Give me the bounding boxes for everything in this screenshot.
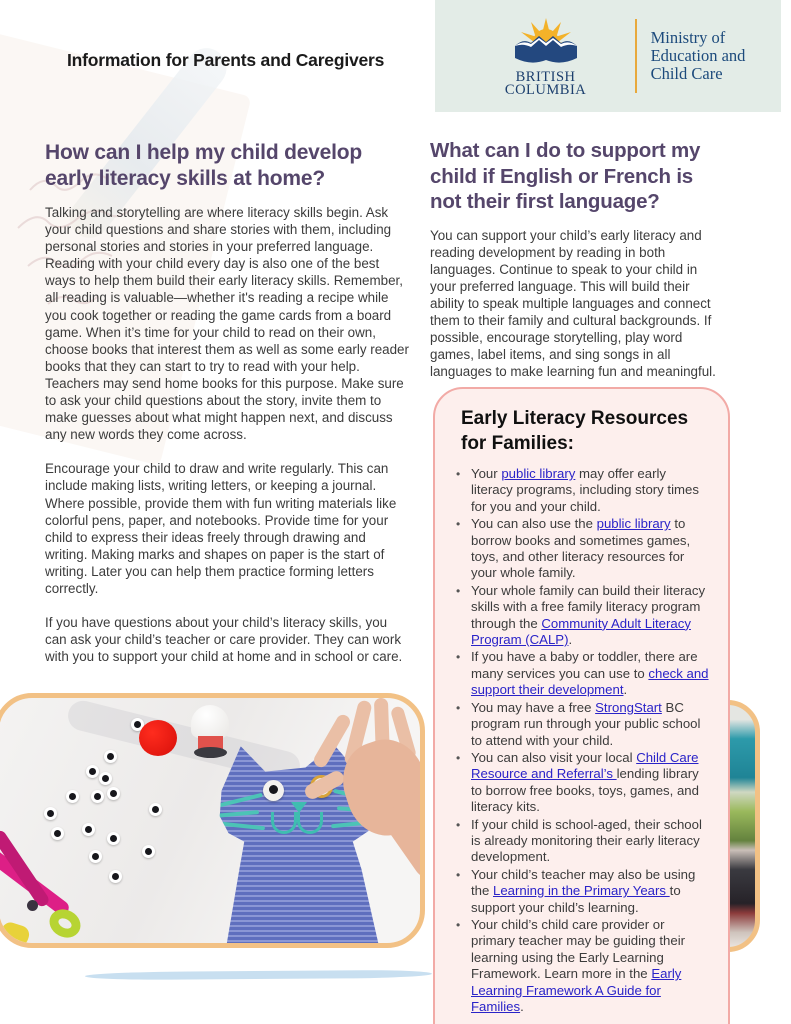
ministry-wordmark bbox=[651, 29, 746, 83]
resource-item: • You can also visit your local Child Care Resource and Referral’s lending library to borrow free books, toys, games, and literacy kits. bbox=[454, 750, 710, 816]
resource-item: • Your child’s teacher may also be using the Learning in the Primary Years to support your child’s learning. bbox=[454, 867, 710, 916]
logo-divider bbox=[635, 19, 637, 93]
scissor-handle-green bbox=[45, 904, 86, 943]
scissor-handle-yellow bbox=[0, 920, 31, 948]
resources-list bbox=[454, 466, 710, 1015]
blue-swoosh-decoration bbox=[85, 970, 432, 980]
right-heading: What can I do to support my child if English or French is not their first language? bbox=[430, 139, 701, 213]
ministry-line: Ministry of bbox=[650, 28, 726, 47]
bc-crest bbox=[471, 16, 621, 97]
googly-eye bbox=[86, 765, 99, 778]
page-title: Information for Parents and Caregivers bbox=[67, 50, 385, 70]
cat-eye-left bbox=[263, 780, 284, 801]
ministry-line: Child Care bbox=[650, 64, 723, 83]
resource-item: • Your child’s child care provider or primary teacher may be guiding their learning using the Early Learning Framework. Learn more in the Early Learning Framework A Guide for Families. bbox=[454, 917, 710, 1015]
resources-title: Early Literacy Resources for Families: bbox=[461, 408, 689, 454]
googly-eye bbox=[44, 807, 57, 820]
googly-eye bbox=[107, 787, 120, 800]
glue-stick-top bbox=[191, 705, 229, 738]
resource-item: • Your public library may offer early literacy programs, including story times for you and your child. bbox=[454, 466, 710, 515]
left-paragraph-2: Encourage your child to draw and write regularly. This can include making lists, writing letters, or keeping a journal. Where possible, provide them with fun writing materials like colorful pens, paper, and notebooks. Provide time for your child to express their ideas freely through drawing and writing. Making marks and shapes on paper is the start of writing. Later you can help them practice forming letters correctly. bbox=[45, 461, 397, 596]
resource-item: • If you have a baby or toddler, there are many services you can use to check and support their development. bbox=[454, 649, 710, 698]
resource-item: • Your whole family can build their literacy skills with a free family literacy program through the Community Adult Literacy Program (CALP). bbox=[454, 583, 710, 649]
sun-mountains-icon bbox=[513, 16, 579, 66]
googly-eye bbox=[66, 790, 79, 803]
googly-eye bbox=[51, 827, 64, 840]
red-pompom bbox=[139, 720, 177, 756]
child-hand bbox=[317, 698, 425, 858]
resource-link[interactable]: public library bbox=[596, 516, 671, 532]
resource-link[interactable]: Community Adult Literacy Program (CALP) bbox=[471, 615, 691, 648]
logo-word-columbia: COLUMBIA bbox=[504, 81, 587, 98]
googly-eye bbox=[149, 803, 162, 816]
glue-stick-ring bbox=[194, 747, 227, 758]
googly-eye bbox=[82, 823, 95, 836]
resource-item: • You can also use the public library to borrow books and sometimes games, toys, and other literacy resources for your whole family. bbox=[454, 516, 710, 582]
cat-whisker bbox=[221, 822, 265, 831]
googly-eye bbox=[104, 750, 117, 763]
left-heading: How can I help my child develop early literacy skills at home? bbox=[45, 141, 363, 190]
right-column bbox=[430, 138, 722, 380]
cat-mouth bbox=[271, 812, 297, 834]
resource-link[interactable]: Learning in the Primary Years bbox=[493, 883, 670, 899]
resource-item: • You may have a free StrongStart BC program run through your public school to attend with your child. bbox=[454, 700, 710, 749]
googly-eye bbox=[142, 845, 155, 858]
table-shadow bbox=[65, 698, 303, 785]
googly-eye bbox=[91, 790, 104, 803]
ministry-line: Education and bbox=[650, 46, 746, 65]
right-paragraph: You can support your child’s early literacy and reading development by reading in both languages. Continue to speak to your child in your preferred language. This will build their ability to speak multiple languages and connect them to their family and cultural backgrounds. If possible, encourage storytelling, play word games, label items, and sing songs in all languages to make learning fun and meaningful. bbox=[430, 227, 716, 380]
left-column bbox=[45, 140, 409, 682]
googly-eye bbox=[99, 772, 112, 785]
resource-link[interactable]: public library bbox=[501, 466, 576, 481]
resource-link[interactable]: Early Learning Framework A Guide for Families bbox=[471, 966, 682, 1014]
resource-link[interactable]: Child Care Resource and Referral’s bbox=[471, 749, 699, 782]
resources-box bbox=[433, 387, 730, 1024]
resource-link[interactable]: check and support their development bbox=[471, 665, 709, 698]
cat-whisker bbox=[219, 793, 263, 808]
logo-word-british: BRITISH bbox=[515, 68, 576, 85]
cat-whisker bbox=[215, 810, 259, 818]
resource-link[interactable]: StrongStart bbox=[595, 699, 662, 715]
left-paragraph-1: Talking and storytelling are where literacy skills begin. Ask your child questions and share stories with them, including personal stories and stories in your preferred language. Reading with your child every day is also one of the best ways to help them build their early literacy skills. Remember, all reading is valuable—whether it's reading a recipe while you cook together or reading the game cards from a board game. When it’s time for your child to read on their own, choose books that interest them as well as some early reader books that they can start to try to read with your help. Teachers may send home books for this purpose. Make sure to ask your child questions about the story, invite them to make guesses about what might happen next, and discuss any new words they come across. bbox=[45, 205, 409, 443]
craft-photo bbox=[0, 693, 425, 948]
scissor-screw bbox=[27, 900, 38, 911]
googly-eye bbox=[107, 832, 120, 845]
googly-eye bbox=[109, 870, 122, 883]
bc-ministry-logo bbox=[435, 0, 781, 112]
left-paragraph-3: If you have questions about your child’s literacy skills, you can ask your child’s teacher or care provider. They can work with you to support your child at home and in school or care. bbox=[45, 615, 403, 665]
resource-item: • If your child is school-aged, their school is already monitoring their early literacy development. bbox=[454, 817, 710, 866]
scissors bbox=[0, 848, 107, 948]
